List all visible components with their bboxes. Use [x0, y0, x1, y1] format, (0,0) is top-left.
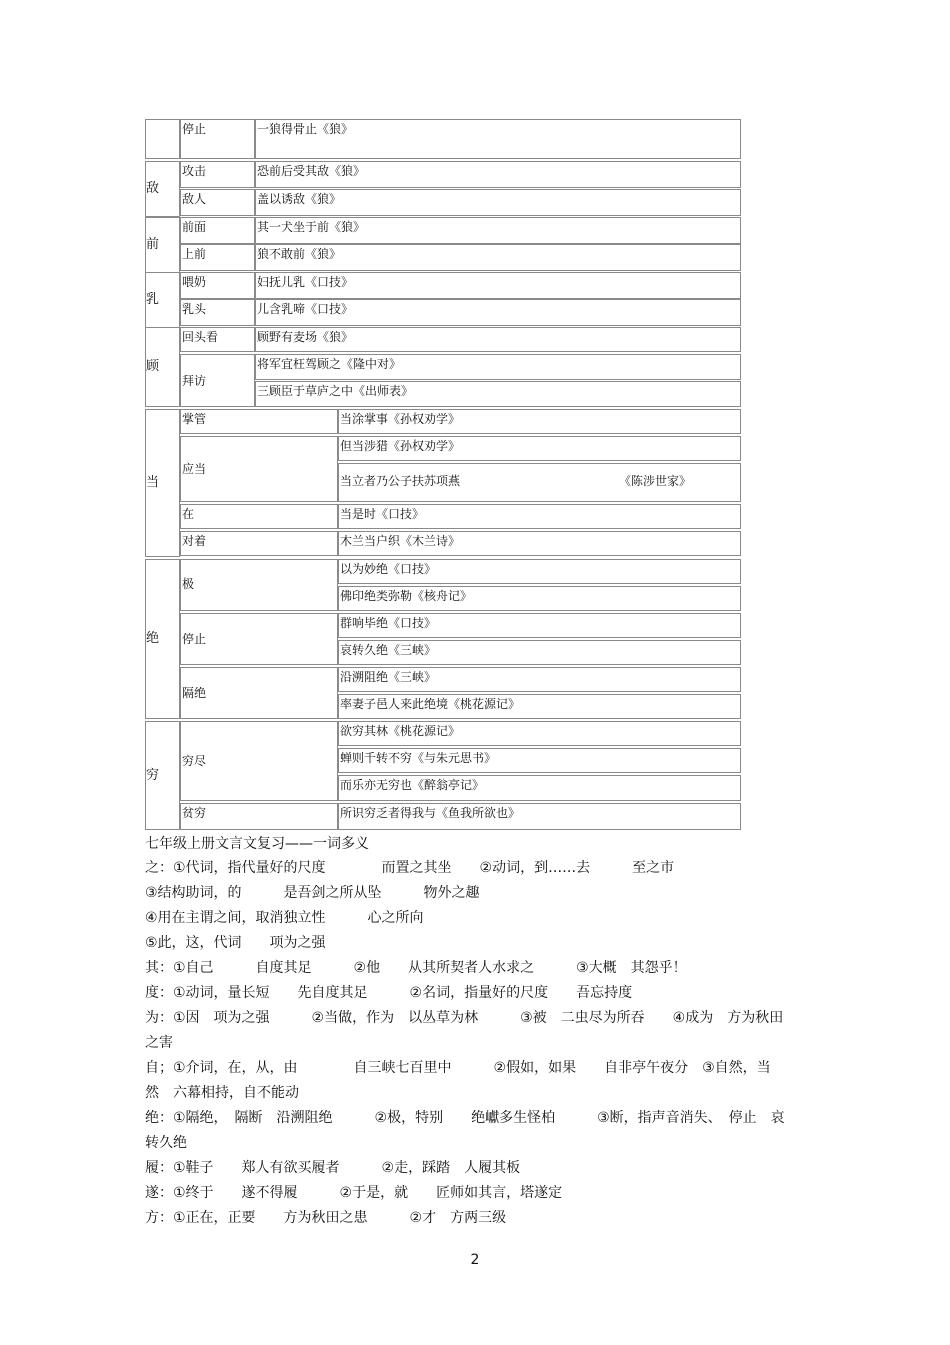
word-cell-gu: 顾 [145, 327, 180, 407]
example-cell: 但当涉猎《孙权劝学》 [338, 436, 741, 461]
text-line: 之害 [145, 1035, 173, 1051]
example-cell: 木兰当户织《木兰诗》 [338, 531, 741, 556]
text-line: 转久绝 [145, 1135, 187, 1151]
example-cell: 妇抚儿乳《口技》 [255, 272, 741, 299]
example-text: 当立者乃公子扶苏项燕 [340, 474, 461, 488]
example-source: 《陈涉世家》 [619, 474, 692, 488]
text-line: 然 六幕相持，自不能动 [145, 1085, 299, 1101]
meaning-cell: 前面 [180, 217, 255, 244]
text-line: 为：①因 项为之强 ②当做，作为 以丛草为林 ③被 二虫尽为所吞 ④成为 方为秋田 [145, 1010, 784, 1026]
meaning-cell: 攻击 [180, 161, 255, 188]
meaning-cell: 对着 [180, 531, 338, 556]
meaning-cell: 敌人 [180, 189, 255, 216]
meaning-cell: 应当 [180, 436, 338, 502]
word-cell-dang: 当 [145, 409, 180, 557]
example-cell: 哀转久绝《三峡》 [338, 640, 741, 665]
meaning-cell: 上前 [180, 244, 255, 271]
example-cell: 所识穷乏者得我与《鱼我所欲也》 [338, 803, 741, 830]
example-cell: 佛印绝类弥勒《核舟记》 [338, 586, 741, 611]
example-cell: 恐前后受其敌《狼》 [255, 161, 741, 188]
example-cell: 盖以诱敌《狼》 [255, 189, 741, 216]
meaning-cell: 穷尽 [180, 721, 338, 801]
text-line: 履：①鞋子 郑人有欲买履者 ②走，踩踏 人履其板 [145, 1160, 521, 1176]
meaning-cell: 极 [180, 559, 338, 611]
text-line: 之：①代词，指代量好的尺度 而置之其坐 ②动词，到……去 至之市 [145, 860, 675, 876]
example-cell [338, 463, 741, 502]
word-cell-blank [145, 119, 180, 159]
example-cell: 率妻子邑人来此绝境《桃花源记》 [338, 694, 741, 719]
example-cell: 当涂掌事《孙权劝学》 [338, 409, 741, 434]
text-line: 度：①动词，量长短 先自度其足 ②名词，指量好的尺度 吾忘持度 [145, 985, 633, 1001]
meaning-cell: 乳头 [180, 299, 255, 326]
text-line: ⑤此，这，代词 项为之强 [145, 935, 326, 951]
text-line: 遂：①终于 遂不得履 ②于是，就 匠师如其言，塔遂定 [145, 1185, 563, 1201]
example-cell: 欲穷其林《桃花源记》 [338, 721, 741, 746]
example-cell: 当是时《口技》 [338, 504, 741, 529]
word-cell-jue: 绝 [145, 559, 180, 719]
example-cell: 其一犬坐于前《狼》 [255, 217, 741, 244]
word-cell-qiong: 穷 [145, 721, 180, 830]
text-line: 方：①正在，正要 方为秋田之患 ②才 方两三级 [145, 1210, 507, 1226]
text-line: 自；①介词，在，从，由 自三峡七百里中 ②假如，如果 自非亭午夜分 ③自然，当 [145, 1060, 771, 1076]
example-cell: 群响毕绝《口技》 [338, 613, 741, 638]
example-cell: 儿含乳啼《口技》 [255, 299, 741, 326]
section-heading: 七年级上册文言文复习——一词多义 [145, 836, 369, 852]
text-line: 其：①自己 自度其足 ②他 从其所契者人水求之 ③大概 其怨乎！ [145, 960, 687, 976]
meaning-cell: 停止 [180, 613, 338, 665]
meaning-cell: 掌管 [180, 409, 338, 434]
meaning-cell: 贫穷 [180, 803, 338, 830]
meaning-cell: 回头看 [180, 327, 255, 352]
example-cell: 以为妙绝《口技》 [338, 559, 741, 584]
example-cell: 将军宜枉驾顾之《隆中对》 [255, 354, 741, 380]
word-cell-di: 敌 [145, 161, 180, 217]
text-line: 绝：①隔绝， 隔断 沿溯阻绝 ②极，特别 绝巘多生怪柏 ③断，指声音消失、 停止 哀 [145, 1110, 785, 1126]
text-line: ④用在主谓之间，取消独立性 心之所向 [145, 910, 424, 926]
text-line: ③结构助词，的 是吾剑之所从坠 物外之趣 [145, 885, 480, 901]
meaning-cell: 在 [180, 504, 338, 529]
meaning-cell: 停止 [180, 119, 255, 159]
example-cell: 沿溯阻绝《三峡》 [338, 667, 741, 692]
page-number: 2 [470, 1252, 480, 1268]
example-cell: 蝉则千转不穷《与朱元思书》 [338, 748, 741, 773]
example-cell: 而乐亦无穷也《醉翁亭记》 [338, 775, 741, 801]
example-cell: 三顾臣于草庐之中《出师表》 [255, 381, 741, 407]
meaning-cell: 喂奶 [180, 272, 255, 299]
word-cell-qian: 前 [145, 217, 180, 273]
example-cell: 狼不敢前《狼》 [255, 244, 741, 271]
word-cell-ru: 乳 [145, 272, 180, 328]
example-cell: 顾野有麦场《狼》 [255, 327, 741, 352]
meaning-cell: 拜访 [180, 354, 255, 407]
example-cell: 一狼得骨止《狼》 [255, 119, 741, 159]
meaning-cell: 隔绝 [180, 667, 338, 719]
